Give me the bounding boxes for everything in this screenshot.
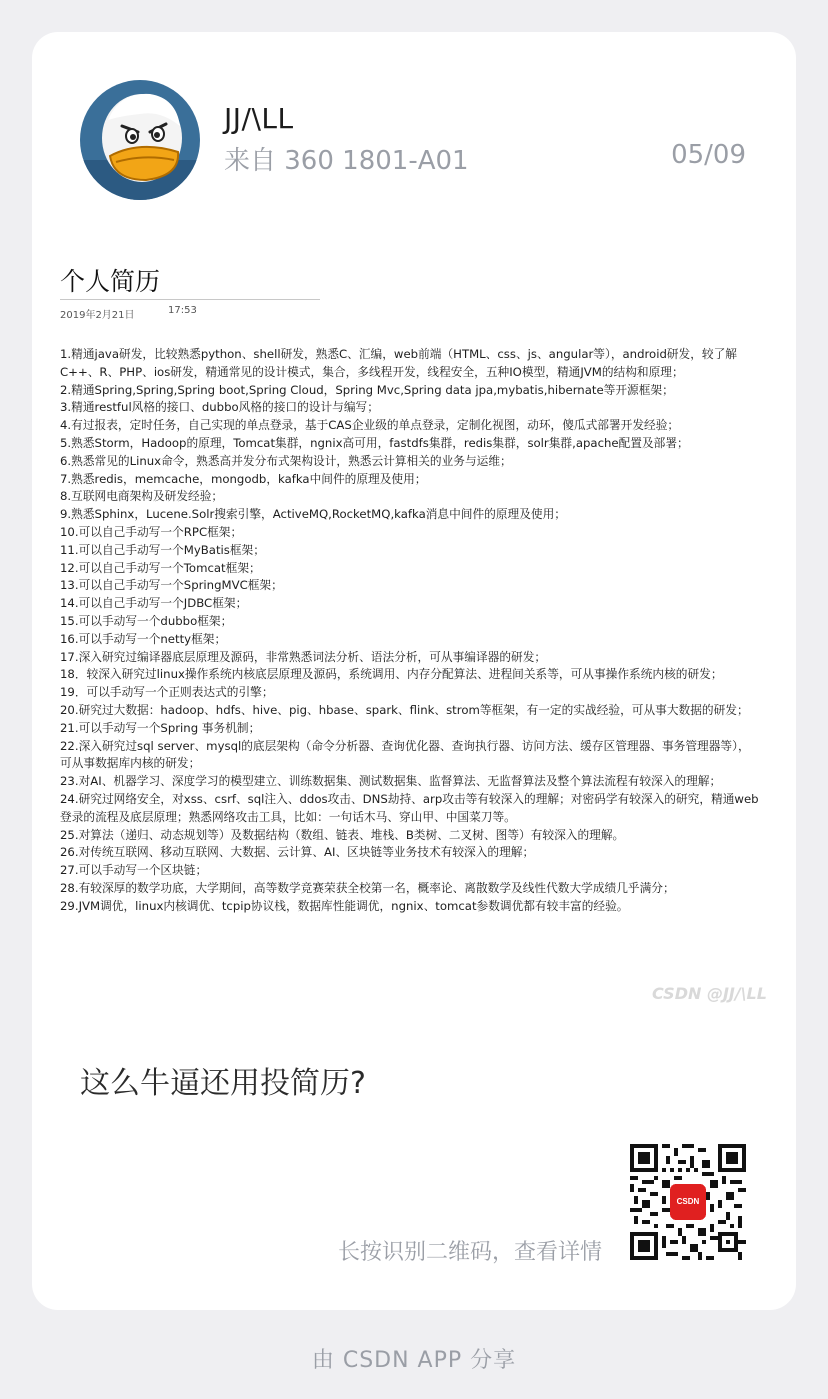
- resume-title: 个人简历: [60, 267, 161, 296]
- resume-line: 8.互联网电商架构及研发经验；: [60, 489, 224, 504]
- resume-line: 19．可以手动写一个正则表达式的引擎；: [60, 685, 274, 700]
- resume-line: 14.可以自己手动写一个JDBC框架；: [60, 596, 248, 611]
- qr-badge: CSDN: [676, 1197, 700, 1206]
- csdn-watermark: CSDN @JJ/\LL: [652, 984, 767, 1003]
- resume-line: 23.对AI、机器学习、深度学习的模型建立、训练数据集、测试数据集、监督算法、无监督算法及整个算法流程有较深入的理解；: [60, 774, 722, 789]
- resume-line: 1.精通java研发，比较熟悉python、shell研发，熟悉C、汇编，web前端（HTML、css、js、angular等），android研发，较了解C++、R、PHP、ios研发，精通常见的设计模式，集合，多线程开发，线程安全，五种IO模型，精通JVM的结构和原理；: [60, 347, 737, 379]
- resume-line: 22.深入研究过sql server、mysql的底层架构（命令分析器、查询优化器、查询执行器、访问方法、缓存区管理器、事务管理器等），可从事数据库内核的研发；: [60, 738, 750, 771]
- share-footer: 由 CSDN APP 分享: [311, 1348, 517, 1373]
- resume-divider: [60, 299, 320, 300]
- resume-line: 26.对传统互联网、移动互联网、大数据、云计算、AI、区块链等业务技术有较深入的理解；: [60, 845, 535, 860]
- avatar[interactable]: [80, 80, 200, 200]
- resume-line: 24.研究过网络安全，对xss、csrf、sql注入、ddos攻击、DNS劫持、arp攻击等有较深入的理解；对密码学有较深入的研究，精通web登录的流程及底层原理；熟悉网络攻击工具，比如：一句话木马、穿山甲、中国菜刀等。: [60, 791, 759, 824]
- resume-line: 16.可以手动写一个netty框架；: [60, 631, 227, 646]
- resume-line: 29.JVM调优，linux内核调优、tcpip协议栈，数据库性能调优，ngnix、tomcat参数调优都有较丰富的经验。: [60, 898, 629, 913]
- resume-line: 6.熟悉常见的Linux命令，熟悉高并发分布式架构设计，熟悉云计算相关的业务与运维；: [60, 453, 512, 468]
- qr-code[interactable]: [630, 1144, 746, 1260]
- resume-line: 13.可以自己手动写一个SpringMVC框架；: [60, 578, 283, 593]
- resume-line: 15.可以手动写一个dubbo框架；: [60, 613, 233, 628]
- resume-line: 12.可以自己手动写一个Tomcat框架；: [60, 560, 261, 575]
- resume-line: 21.可以手动写一个Spring 事务机制；: [60, 720, 261, 735]
- post-date: 05/09: [671, 140, 746, 170]
- resume-line: 18．较深入研究过linux操作系统内核底层原理及源码，系统调用、内存分配算法、进程间关系等，可从事操作系统内核的研发；: [60, 667, 723, 682]
- resume-line: 25.对算法（递归、动态规划等）及数据结构（数组、链表、堆栈、B类树、二叉树、图等）有较深入的理解。: [60, 827, 625, 842]
- resume-line: 7.熟悉redis，memcache，mongodb，kafka中间件的原理及使用；: [60, 471, 427, 486]
- resume-image[interactable]: [32, 242, 796, 1012]
- resume-line: 3.精通restful风格的接口、dubbo风格的接口的设计与编写；: [60, 400, 379, 415]
- share-card: [32, 32, 796, 1310]
- resume-line: 27.可以手动写一个区块链；: [60, 863, 208, 878]
- resume-line: 20.研究过大数据：hadoop、hdfs、hive、pig、hbase、spark、flink、strom等框架，有一定的实战经验，可从事大数据的研发；: [60, 702, 749, 717]
- resume-line: 17.深入研究过编译器底层原理及源码，非常熟悉词法分析、语法分析，可从事编译器的研发；: [60, 649, 547, 664]
- resume-line: 5.熟悉Storm，Hadoop的原理，Tomcat集群，ngnix高可用，fastdfs集群，redis集群，solr集群,apache配置及部署；: [60, 435, 689, 450]
- resume-time: 17:53: [168, 305, 197, 316]
- resume-line: 4.有过报表，定时任务，自己实现的单点登录，基于CAS企业级的单点登录，定制化视图，动环，傻瓜式部署开发经验；: [60, 418, 680, 433]
- resume-line: 11.可以自己手动写一个MyBatis框架；: [60, 542, 265, 557]
- share-caption: 这么牛逼还用投简历?: [80, 1066, 366, 1101]
- qr-scan-hint: 长按识别二维码，查看详情: [337, 1240, 602, 1265]
- username[interactable]: JJ/\LL: [224, 102, 294, 135]
- donald-duck-avatar-icon: [80, 80, 200, 200]
- resume-list: [60, 346, 760, 916]
- resume-date: 2019年2月21日: [60, 310, 135, 321]
- resume-line: 28.有较深厚的数学功底，大学期间，高等数学竞赛荣获全校第一名，概率论、离散数学及线性代数大学成绩几乎满分；: [60, 880, 675, 895]
- resume-line: 2.精通Spring,Spring,Spring boot,Spring Cloud，Spring Mvc,Spring data jpa,mybatis,hibernate等开源框架；: [60, 382, 674, 397]
- post-source: 来自 360 1801-A01: [224, 146, 469, 176]
- resume-line: 9.熟悉Sphinx，Lucene.Solr搜索引擎，ActiveMQ,RocketMQ,kafka消息中间件的原理及使用；: [60, 507, 566, 522]
- resume-line: 10.可以自己手动写一个RPC框架；: [60, 524, 243, 539]
